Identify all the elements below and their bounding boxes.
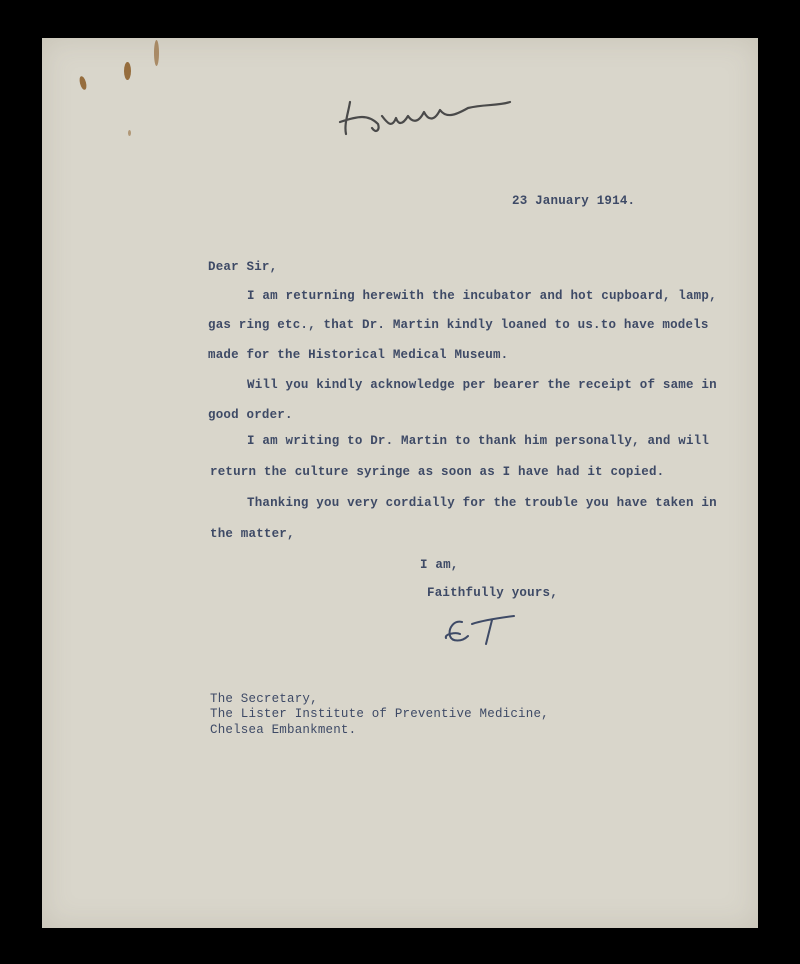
rust-stain bbox=[128, 130, 131, 136]
body-line: the matter, bbox=[210, 527, 295, 541]
address-line: Chelsea Embankment. bbox=[210, 723, 357, 737]
body-line: Thanking you very cordially for the trouble you have taken in bbox=[247, 496, 717, 510]
address-line: The Secretary, bbox=[210, 692, 318, 706]
closing-faithfully: Faithfully yours, bbox=[427, 586, 558, 600]
body-line: return the culture syringe as soon as I have had it copied. bbox=[210, 465, 665, 479]
body-line: Will you kindly acknowledge per bearer the receipt of same in bbox=[247, 378, 717, 392]
body-line: good order. bbox=[208, 408, 293, 422]
rust-stain bbox=[154, 40, 159, 66]
body-line: made for the Historical Medical Museum. bbox=[208, 348, 509, 362]
address-line: The Lister Institute of Preventive Medicine, bbox=[210, 707, 549, 721]
pencil-annotation bbox=[338, 94, 518, 144]
rust-stain bbox=[124, 62, 131, 80]
rust-stain bbox=[78, 75, 87, 90]
letter-date: 23 January 1914. bbox=[512, 194, 636, 208]
closing-i-am: I am, bbox=[420, 558, 459, 572]
body-line: gas ring etc., that Dr. Martin kindly loaned to us.to have models bbox=[208, 318, 709, 332]
letter-sheet bbox=[42, 38, 758, 928]
body-line: I am writing to Dr. Martin to thank him personally, and will bbox=[247, 434, 710, 448]
body-line: I am returning herewith the incubator and hot cupboard, lamp, bbox=[247, 289, 717, 303]
salutation: Dear Sir, bbox=[208, 260, 278, 274]
signature-initials bbox=[440, 610, 520, 650]
